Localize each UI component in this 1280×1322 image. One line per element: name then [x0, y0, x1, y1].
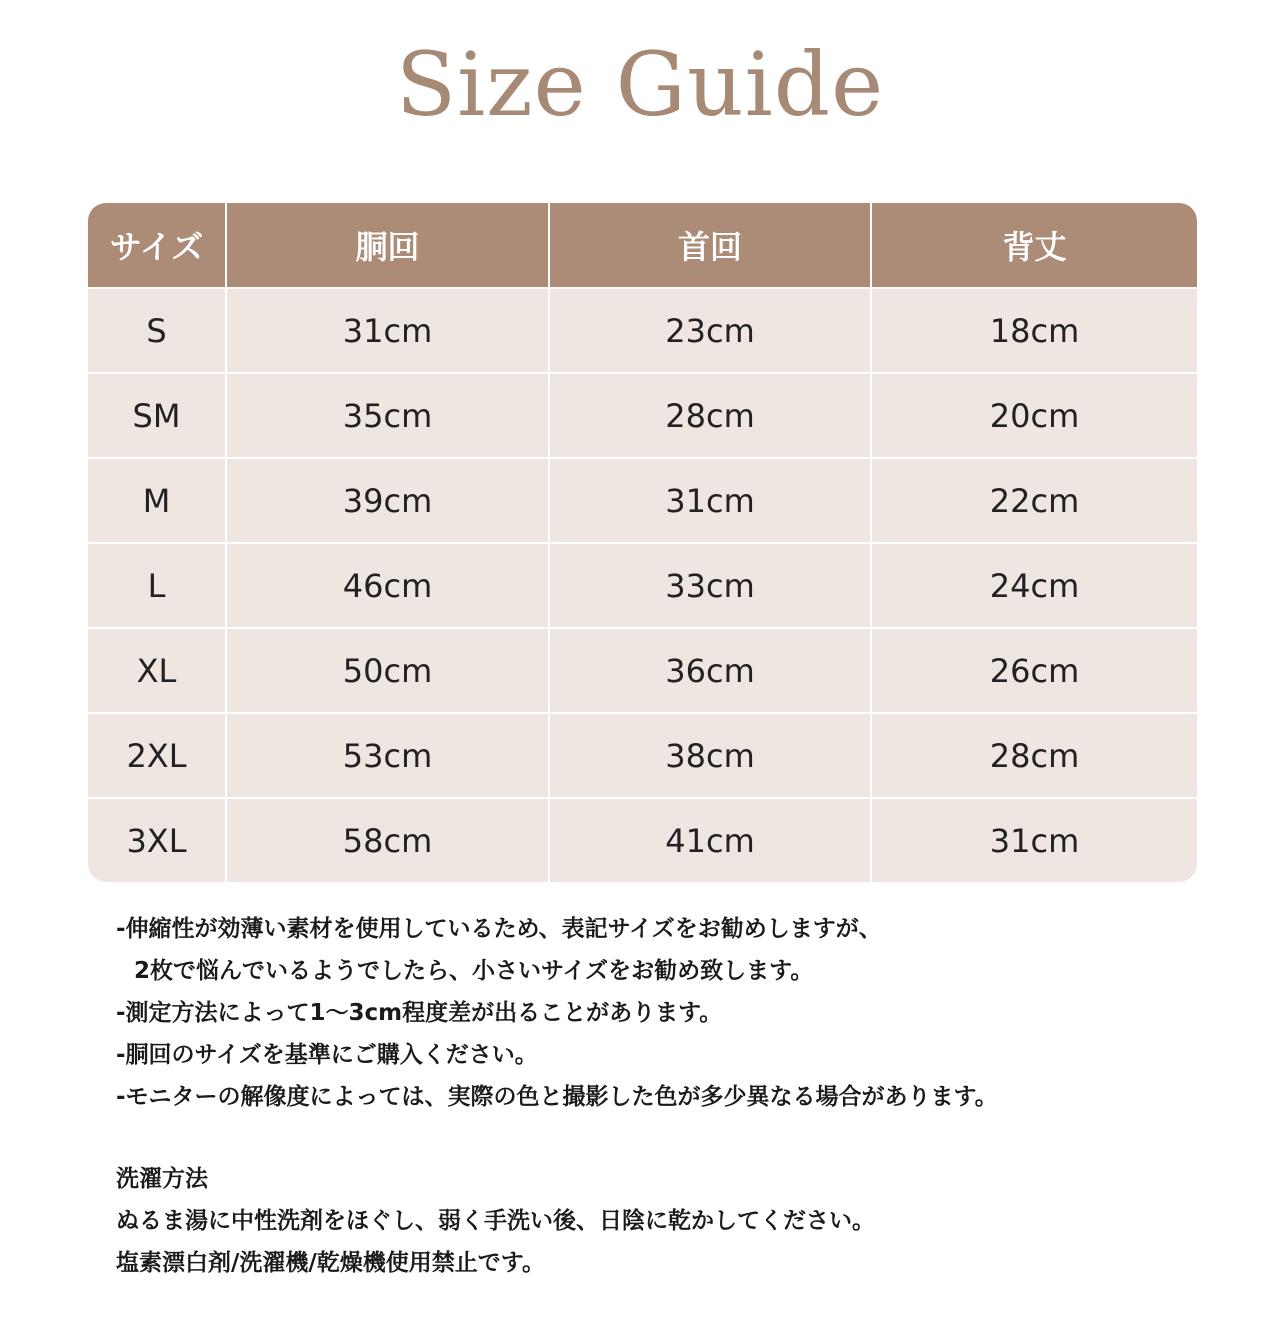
cell-girth: 58cm: [226, 798, 549, 882]
cell-length: 22cm: [871, 458, 1197, 543]
note-line: -測定方法によって1～3cm程度差が出ることがあります。: [116, 1000, 723, 1026]
table-row: [88, 373, 1197, 458]
cell-girth: 31cm: [226, 288, 549, 373]
header-length: 背丈: [871, 203, 1197, 288]
care-line: ぬるま湯に中性洗剤をほぐし、弱く手洗い後、日陰に乾かしてください。: [116, 1208, 875, 1234]
header-neck: 首回: [549, 203, 871, 288]
table-row: [88, 458, 1197, 543]
cell-size: XL: [136, 651, 177, 690]
cell-length: 18cm: [871, 288, 1197, 373]
table-row: [88, 798, 1197, 882]
note-line: -モニターの解像度によっては、実際の色と撮影した色が多少異なる場合があります。: [116, 1084, 998, 1110]
cell-length: 20cm: [871, 373, 1197, 458]
cell-neck: 23cm: [549, 288, 871, 373]
table-row: [88, 543, 1197, 628]
cell-size: 2XL: [126, 736, 187, 775]
table-header-row: [88, 203, 1197, 288]
header-girth: 胴回: [226, 203, 549, 288]
cell-neck: 31cm: [549, 458, 871, 543]
care-line: 塩素漂白剤/洗濯機/乾燥機使用禁止です。: [116, 1250, 545, 1276]
note-line: -胴回のサイズを基準にご購入ください。: [116, 1042, 538, 1068]
cell-neck: 38cm: [549, 713, 871, 798]
notes-list: [116, 908, 1246, 1118]
cell-neck: 36cm: [549, 628, 871, 713]
cell-length: 28cm: [871, 713, 1197, 798]
table-row: [88, 628, 1197, 713]
cell-length: 26cm: [871, 628, 1197, 713]
header-size: サイズ: [109, 228, 204, 266]
cell-neck: 33cm: [549, 543, 871, 628]
cell-neck: 41cm: [549, 798, 871, 882]
note-line: -伸縮性が効薄い素材を使用しているため、表記サイズをお勧めしますが、: [116, 916, 882, 942]
cell-length: 24cm: [871, 543, 1197, 628]
cell-neck: 28cm: [549, 373, 871, 458]
cell-length: 31cm: [871, 798, 1197, 882]
table-row: [88, 288, 1197, 373]
cell-size: M: [142, 481, 171, 520]
cell-size: S: [146, 311, 167, 350]
care-instructions: [116, 1158, 1246, 1284]
page-title: Size Guide: [395, 33, 885, 136]
cell-size: SM: [132, 396, 181, 435]
cell-size: L: [147, 566, 166, 605]
cell-girth: 39cm: [226, 458, 549, 543]
note-line: 2枚で悩んでいるようでしたら、小さいサイズをお勧め致します。: [134, 958, 814, 984]
care-heading: 洗濯方法: [116, 1166, 208, 1192]
cell-size: 3XL: [126, 822, 187, 860]
cell-girth: 53cm: [226, 713, 549, 798]
cell-girth: 46cm: [226, 543, 549, 628]
size-table: [88, 203, 1197, 882]
cell-girth: 50cm: [226, 628, 549, 713]
table-row: [88, 713, 1197, 798]
cell-girth: 35cm: [226, 373, 549, 458]
